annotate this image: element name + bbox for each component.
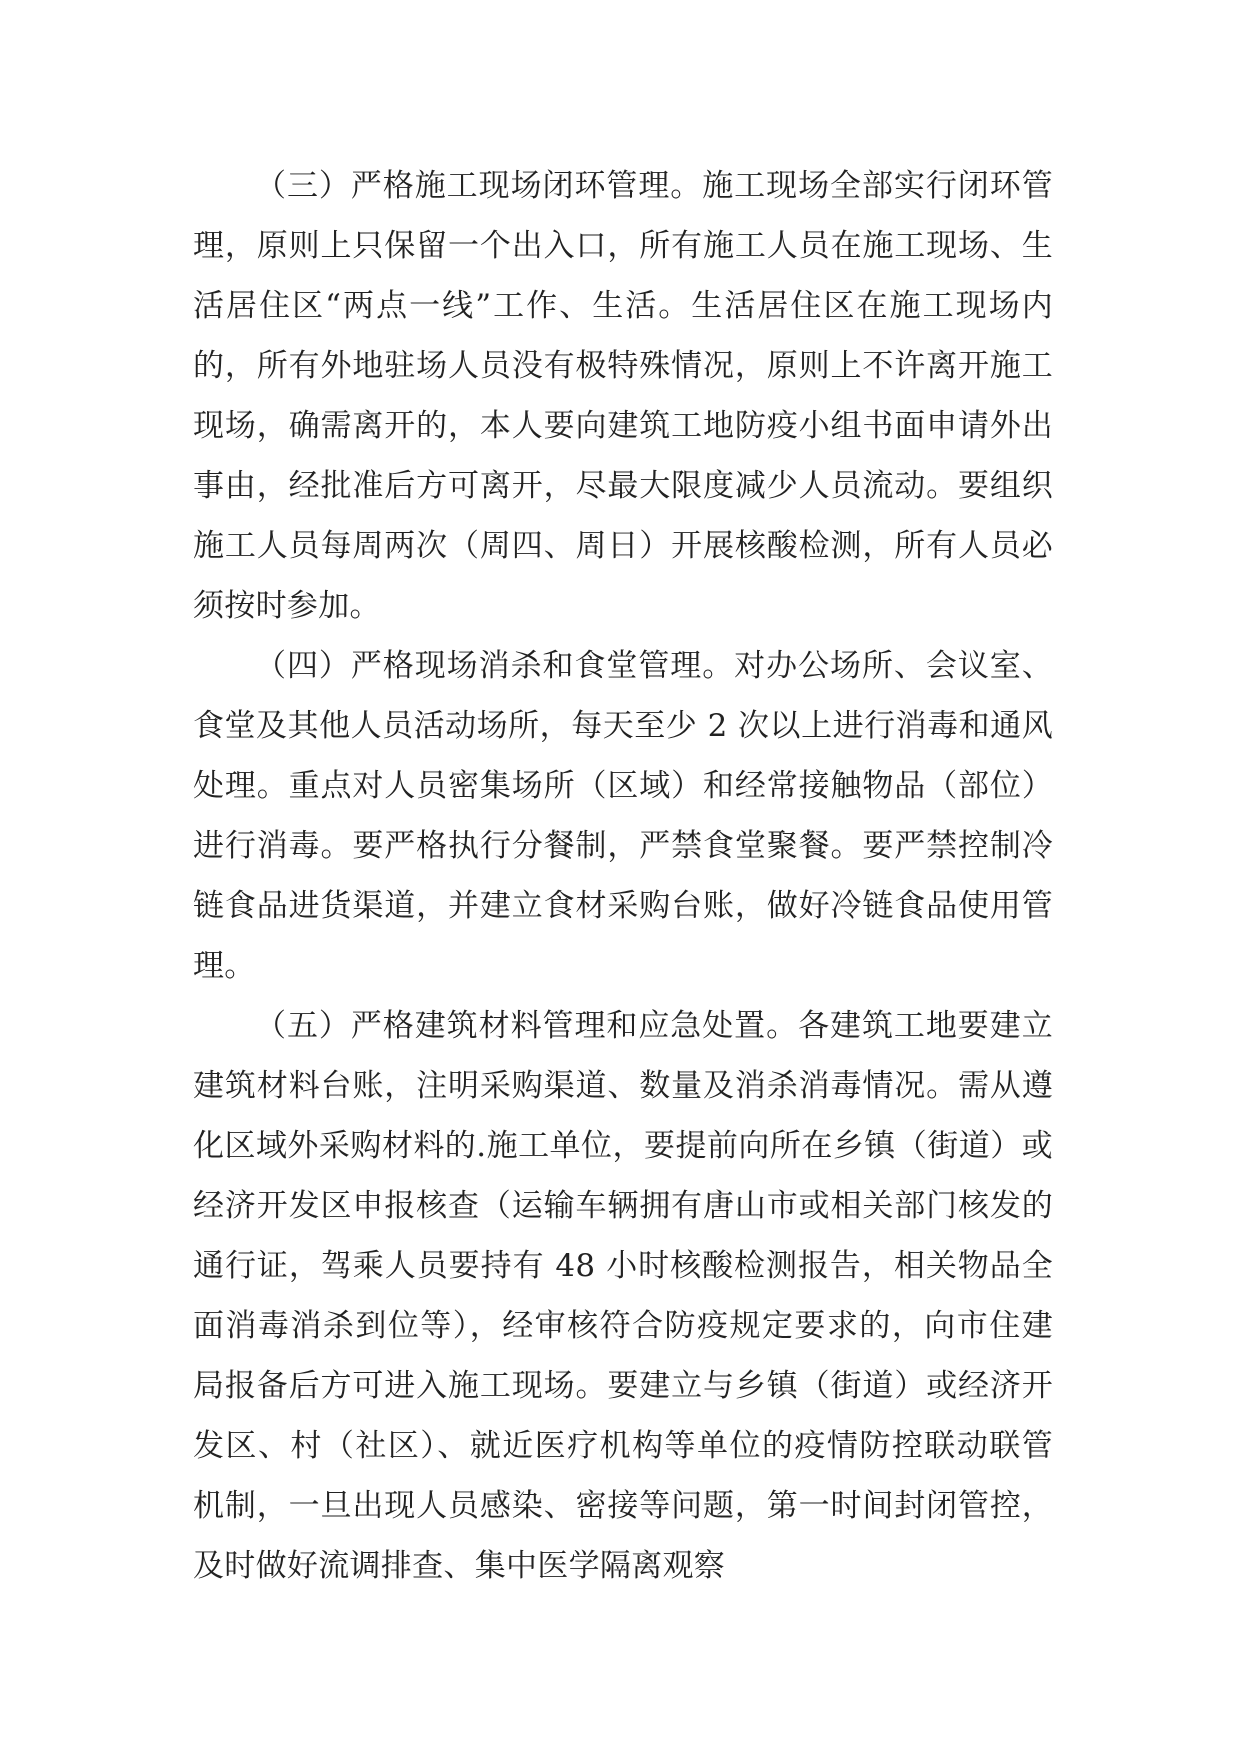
paragraph-closed-loop-management: （三）严格施工现场闭环管理。施工现场全部实行闭环管理，原则上只保留一个出入口，所有施工人员在施工现场、生活居住区“两点一线”工作、生活。生活居住区在施工现场内的，所有外地驻场人员没有极特殊情况，原则上不许离开施工现场，确需离开的，本人要向建筑工地防疫小组书面申请外出事由，经批准后方可离开，尽最大限度减少人员流动。要组织施工人员每周两次（周四、周日）开展核酸检测，所有人员必须按时参加。 (193, 168, 1053, 624)
document-page (193, 156, 1053, 1596)
paragraph-materials-emergency: （五）严格建筑材料管理和应急处置。各建筑工地要建立建筑材料台账，注明采购渠道、数量及消杀消毒情况。需从遵化区域外采购材料的.施工单位，要提前向所在乡镇（街道）或经济开发区申报核查（运输车辆拥有唐山市或相关部门核发的通行证，驾乘人员要持有 48 小时核酸检测报告，相关物品全面消毒消杀到位等），经审核符合防疫规定要求的，向市住建局报备后方可进入施工现场。要建立与乡镇（街道）或经济开发区、村（社区）、就近医疗机构等单位的疫情防控联动联管机制，一旦出现人员感染、密接等问题，第一时间封闭管控，及时做好流调排查、集中医学隔离观察 (193, 1008, 1053, 1584)
paragraph-disinfection-canteen: （四）严格现场消杀和食堂管理。对办公场所、会议室、食堂及其他人员活动场所，每天至少 2 次以上进行消毒和通风处理。重点对人员密集场所（区域）和经常接触物品（部位）进行消毒。要严格执行分餐制，严禁食堂聚餐。要严禁控制冷链食品进货渠道，并建立食材采购台账，做好冷链食品使用管理。 (193, 648, 1053, 984)
